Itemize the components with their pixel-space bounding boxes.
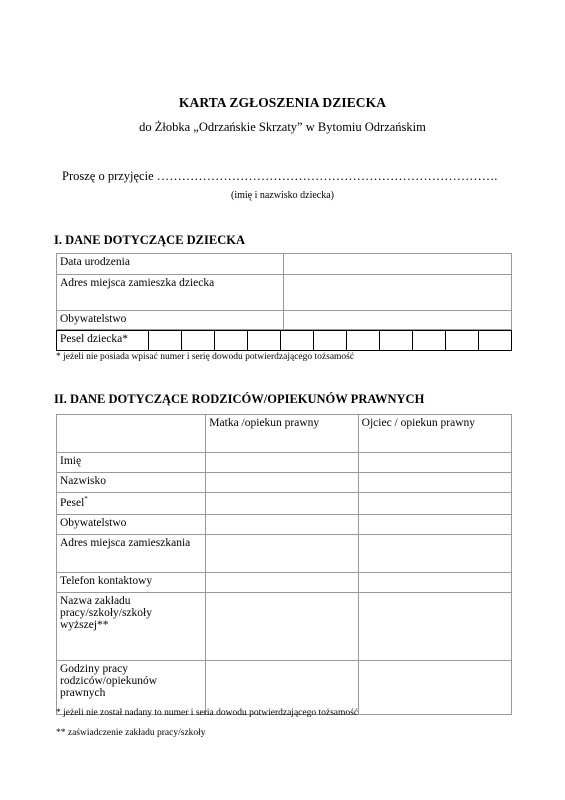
row-label-birthdate: Data urodzenia xyxy=(57,254,284,275)
father-citizenship-field[interactable] xyxy=(358,515,511,535)
father-surname-field[interactable] xyxy=(358,473,511,493)
father-address-field[interactable] xyxy=(358,535,511,573)
mother-phone-field[interactable] xyxy=(206,573,358,593)
parents-data-table xyxy=(56,414,512,715)
mother-pesel-field[interactable] xyxy=(206,493,358,515)
pesel-digit-box[interactable] xyxy=(479,331,511,350)
row-label-phone: Telefon kontaktowy xyxy=(57,573,206,593)
father-hours-field[interactable] xyxy=(358,661,511,715)
pesel-digit-box[interactable] xyxy=(413,331,446,350)
mother-hours-field[interactable] xyxy=(206,661,358,715)
form-title: KARTA ZGŁOSZENIA DZIECKA xyxy=(178,95,387,110)
pesel-digit-box[interactable] xyxy=(149,331,182,350)
row-label-address: Adres miejsca zamieszka dziecka xyxy=(57,275,284,311)
mother-first-name-field[interactable] xyxy=(206,453,358,473)
workplace-footnote: ** zaświadczenie zakładu pracy/szkoły xyxy=(56,728,206,738)
row-label-pesel xyxy=(57,493,206,515)
pesel-digit-box[interactable] xyxy=(215,331,248,350)
header-father: Ojciec / opiekun prawny xyxy=(358,415,511,453)
mother-address-field[interactable] xyxy=(206,535,358,573)
section-child-heading: I. DANE DOTYCZĄCE DZIECKA xyxy=(54,233,245,247)
father-first-name-field[interactable] xyxy=(358,453,511,473)
header-mother: Matka /opiekun prawny xyxy=(206,415,358,453)
row-label-first-name: Imię xyxy=(57,453,206,473)
birthdate-field[interactable] xyxy=(284,254,512,275)
pesel-footnote: * jeżeli nie posiada wpisać numer i serię dowodu potwierdzającego tożsamość xyxy=(56,352,355,362)
father-pesel-field[interactable] xyxy=(358,493,511,515)
pesel-digit-box[interactable] xyxy=(446,331,479,350)
pesel-label: Pesel dziecka* xyxy=(57,331,149,350)
form-subtitle: do Żłobka „Odrzańskie Skrzaty” w Bytomiu Odrzańskim xyxy=(139,120,426,134)
parents-pesel-footnote: * jeżeli nie został nadany to numer i seria dowodu potwierdzającego tożsamość xyxy=(56,708,359,718)
child-name-hint: (imię i nazwisko dziecka) xyxy=(230,190,334,201)
row-label-citizenship: Obywatelstwo xyxy=(57,311,284,330)
row-label-citizenship: Obywatelstwo xyxy=(57,515,206,535)
father-phone-field[interactable] xyxy=(358,573,511,593)
row-label-working-hours: Godziny pracy rodziców/opiekunów prawnych xyxy=(57,661,206,715)
child-data-table xyxy=(56,253,512,330)
father-workplace-field[interactable] xyxy=(358,593,511,661)
pesel-digit-box[interactable] xyxy=(314,331,347,350)
pesel-boxes xyxy=(56,330,512,351)
mother-workplace-field[interactable] xyxy=(206,593,358,661)
address-field[interactable] xyxy=(284,275,512,311)
section-parents-heading: II. DANE DOTYCZĄCE RODZICÓW/OPIEKUNÓW PRAWNYCH xyxy=(54,392,425,406)
citizenship-field[interactable] xyxy=(284,311,512,330)
pesel-digit-box[interactable] xyxy=(182,331,215,350)
pesel-text: Pesel xyxy=(60,496,85,509)
pesel-digit-box[interactable] xyxy=(281,331,314,350)
mother-surname-field[interactable] xyxy=(206,473,358,493)
row-label-surname: Nazwisko xyxy=(57,473,206,493)
mother-citizenship-field[interactable] xyxy=(206,515,358,535)
pesel-digit-box[interactable] xyxy=(248,331,281,350)
header-empty xyxy=(57,415,206,453)
pesel-asterisk: * xyxy=(84,495,88,503)
pesel-digit-box[interactable] xyxy=(380,331,413,350)
pesel-digit-box[interactable] xyxy=(347,331,380,350)
child-name-line[interactable]: Proszę o przyjęcie ………………………………………………………………………. xyxy=(62,169,498,183)
row-label-address: Adres miejsca zamieszkania xyxy=(57,535,206,573)
row-label-workplace: Nazwa zakładu pracy/szkoły/szkoły wyższej** xyxy=(57,593,206,661)
